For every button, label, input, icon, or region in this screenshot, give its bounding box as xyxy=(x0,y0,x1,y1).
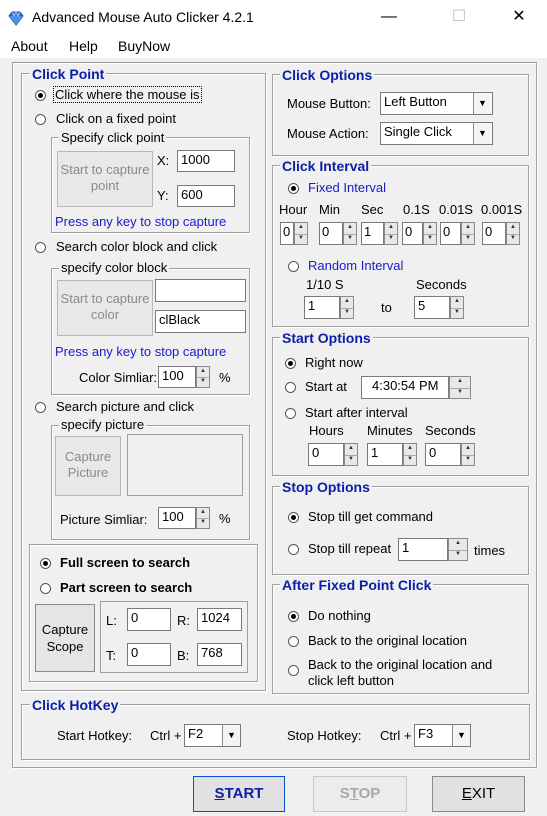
start-button-text: TART xyxy=(224,785,264,802)
radio-stop-command[interactable] xyxy=(288,512,299,523)
fixed-interval-label: Fixed Interval xyxy=(308,180,387,195)
start-seconds-input[interactable]: 0 xyxy=(425,443,461,466)
b-input[interactable]: 768 xyxy=(197,643,242,666)
menu-buynow[interactable]: BuyNow xyxy=(118,38,171,54)
mouse-button-select[interactable]: Left Button xyxy=(380,92,493,115)
random-to-input[interactable]: 5 xyxy=(414,296,450,319)
radio-click-fixed[interactable] xyxy=(35,114,46,125)
start-seconds-spinner[interactable]: ▲ ▼ xyxy=(461,443,475,466)
start-at-label: Start at xyxy=(305,379,347,394)
interval-sec-spinner[interactable]: ▲ ▼ xyxy=(384,222,398,245)
mouse-button-dropdown-icon[interactable]: ▼ xyxy=(473,93,491,114)
start-at-time-input[interactable]: 4:30:54 PM xyxy=(361,376,449,399)
specify-color-title: specify color block xyxy=(61,260,168,275)
back-click-label-line2: click left button xyxy=(308,673,394,688)
start-hours-input[interactable]: 0 xyxy=(308,443,344,466)
start-hours-label: Hours xyxy=(309,423,344,438)
r-label: R: xyxy=(177,613,190,628)
search-color-label: Search color block and click xyxy=(56,239,218,254)
start-at-time-spinner[interactable]: ▲ ▼ xyxy=(449,376,471,399)
radio-stop-repeat[interactable] xyxy=(288,544,299,555)
stop-button-prefix: S xyxy=(339,785,350,802)
menu-about[interactable]: About xyxy=(11,38,48,54)
start-seconds-label: Seconds xyxy=(425,423,476,438)
hotkey-title: Click HotKey xyxy=(32,697,119,713)
interval-header-hour: Hour xyxy=(279,202,308,217)
stop-command-label: Stop till get command xyxy=(308,509,434,524)
full-screen-label: Full screen to search xyxy=(60,555,191,570)
mouse-action-dropdown-icon[interactable]: ▼ xyxy=(473,123,491,144)
radio-click-mouse[interactable] xyxy=(35,90,46,101)
interval-thousandth-spinner[interactable]: ▲ ▼ xyxy=(506,222,520,245)
window-title: Advanced Mouse Auto Clicker 4.2.1 xyxy=(32,9,254,25)
mouse-button-label: Mouse Button: xyxy=(287,96,371,111)
radio-search-color[interactable] xyxy=(35,242,46,253)
l-input[interactable]: 0 xyxy=(127,608,171,631)
radio-search-picture[interactable] xyxy=(35,402,46,413)
x-label: X: xyxy=(157,153,170,168)
stop-repeat-label: Stop till repeat xyxy=(308,541,392,556)
radio-fixed-interval[interactable] xyxy=(288,183,299,194)
interval-hundredth-spinner[interactable]: ▲ ▼ xyxy=(461,222,475,245)
capture-scope-button[interactable]: Capture Scope xyxy=(35,604,95,672)
repeat-count-input[interactable]: 1 xyxy=(398,538,448,561)
click-interval-title: Click Interval xyxy=(282,158,370,174)
radio-start-at[interactable] xyxy=(285,382,296,393)
specify-picture-title: specify picture xyxy=(61,417,145,432)
interval-hour-input[interactable]: 0 xyxy=(280,222,294,245)
mouse-action-select[interactable]: Single Click xyxy=(380,122,493,145)
click-fixed-label: Click on a fixed point xyxy=(56,111,176,126)
random-seconds-label: Seconds xyxy=(416,277,467,292)
search-picture-label: Search picture and click xyxy=(56,399,195,414)
interval-header-thousandth: 0.001S xyxy=(481,202,523,217)
mouse-action-label: Mouse Action: xyxy=(287,126,369,141)
click-point-title: Click Point xyxy=(32,66,105,82)
stop-button-mnemonic: T xyxy=(349,785,359,802)
radio-back-original[interactable] xyxy=(288,636,299,647)
interval-hundredth-input[interactable]: 0 xyxy=(440,222,461,245)
back-original-label: Back to the original location xyxy=(308,633,467,648)
color-similar-label: Color Simliar: xyxy=(79,370,158,385)
random-interval-label: Random Interval xyxy=(308,258,404,273)
t-input[interactable]: 0 xyxy=(127,643,171,666)
exit-button[interactable] xyxy=(432,776,525,812)
start-minutes-label: Minutes xyxy=(367,423,413,438)
stop-options-group xyxy=(272,486,529,575)
start-hotkey-dropdown-icon[interactable]: ▼ xyxy=(222,725,240,746)
picture-similar-input[interactable]: 100 xyxy=(158,507,196,529)
interval-tenth-input[interactable]: 0 xyxy=(402,222,423,245)
do-nothing-label: Do nothing xyxy=(308,608,371,623)
part-screen-label: Part screen to search xyxy=(60,580,193,595)
click-mouse-label: Click where the mouse is xyxy=(55,87,200,102)
interval-thousandth-input[interactable]: 0 xyxy=(482,222,506,245)
picture-similar-label: Picture Simliar: xyxy=(60,512,148,527)
interval-header-hundredth: 0.01S xyxy=(439,202,473,217)
picture-similar-spinner[interactable]: ▲ ▼ xyxy=(196,507,210,529)
back-click-label-line1: Back to the original location and xyxy=(308,657,493,672)
radio-random-interval[interactable] xyxy=(288,261,299,272)
start-hotkey-label: Start Hotkey: xyxy=(57,728,133,743)
capture-picture-button[interactable]: Capture Picture xyxy=(55,436,121,496)
click-options-title: Click Options xyxy=(282,67,373,83)
interval-tenth-spinner[interactable]: ▲ ▼ xyxy=(423,222,437,245)
start-minutes-input[interactable]: 1 xyxy=(367,443,403,466)
app-diamond-icon xyxy=(8,10,24,26)
interval-header-min: Min xyxy=(319,202,340,217)
l-label: L: xyxy=(106,613,117,628)
specify-click-point-title: Specify click point xyxy=(61,130,165,145)
start-capture-point-button[interactable]: Start to capture point xyxy=(57,151,153,207)
radio-start-after[interactable] xyxy=(285,408,296,419)
color-similar-spinner[interactable]: ▲ ▼ xyxy=(196,366,210,388)
radio-part-screen[interactable] xyxy=(40,583,51,594)
y-label: Y: xyxy=(157,188,169,203)
random-to-spinner[interactable]: ▲ ▼ xyxy=(450,296,464,319)
start-hotkey-mod: Ctrl + xyxy=(150,728,182,743)
interval-hour-spinner[interactable]: ▲ ▼ xyxy=(294,222,308,245)
r-input[interactable]: 1024 xyxy=(197,608,242,631)
y-input[interactable]: 600 xyxy=(177,185,235,207)
color-similar-percent: % xyxy=(219,370,231,385)
picture-preview-box xyxy=(127,434,243,496)
random-from-spinner[interactable]: ▲ ▼ xyxy=(340,296,354,319)
start-options-title: Start Options xyxy=(282,330,371,346)
color-name-field[interactable]: clBlack xyxy=(155,310,246,333)
menu-help[interactable]: Help xyxy=(69,38,98,54)
interval-min-input[interactable]: 0 xyxy=(319,222,343,245)
start-minutes-spinner[interactable]: ▲ ▼ xyxy=(403,443,417,466)
random-from-input[interactable]: 1 xyxy=(304,296,340,319)
radio-right-now[interactable] xyxy=(285,358,296,369)
repeat-count-spinner[interactable]: ▲ ▼ xyxy=(448,538,468,561)
tenth-second-label: 1/10 S xyxy=(306,277,344,292)
stop-hotkey-dropdown-icon[interactable]: ▼ xyxy=(452,725,470,746)
start-button[interactable] xyxy=(193,776,285,812)
minimize-button[interactable]: — xyxy=(381,8,397,25)
interval-header-tenth: 0.1S xyxy=(403,202,430,217)
picture-similar-percent: % xyxy=(219,511,231,526)
stop-hotkey-label: Stop Hotkey: xyxy=(287,728,362,743)
exit-button-mnemonic: E xyxy=(461,785,472,802)
start-capture-color-button[interactable]: Start to capture color xyxy=(57,280,153,336)
stop-hotkey-mod: Ctrl + xyxy=(380,728,412,743)
start-hours-spinner[interactable]: ▲ ▼ xyxy=(344,443,358,466)
random-to-label: to xyxy=(381,300,392,315)
after-fixed-title: After Fixed Point Click xyxy=(282,577,432,593)
interval-sec-input[interactable]: 1 xyxy=(361,222,384,245)
radio-full-screen[interactable] xyxy=(40,558,51,569)
x-input[interactable]: 1000 xyxy=(177,150,235,172)
b-label: B: xyxy=(177,648,190,663)
stop-hotkey-select[interactable]: F3 xyxy=(414,724,471,747)
start-button-mnemonic: S xyxy=(214,785,225,802)
radio-do-nothing[interactable] xyxy=(288,611,299,622)
stop-options-title: Stop Options xyxy=(282,479,370,495)
radio-back-click[interactable] xyxy=(288,665,299,676)
t-label: T: xyxy=(106,648,117,663)
maximize-button[interactable]: ☐ xyxy=(451,8,467,25)
exit-button-text: XIT xyxy=(471,785,496,802)
press-key-stop-2: Press any key to stop capture xyxy=(55,344,227,359)
stop-button[interactable] xyxy=(313,776,407,812)
times-label: times xyxy=(474,543,506,558)
right-now-label: Right now xyxy=(305,355,363,370)
interval-header-sec: Sec xyxy=(361,202,384,217)
close-button[interactable]: ✕ xyxy=(512,8,526,25)
press-key-stop-1: Press any key to stop capture xyxy=(55,214,227,229)
color-preview-box xyxy=(155,279,246,302)
start-hotkey-select[interactable]: F2 xyxy=(184,724,241,747)
color-similar-input[interactable]: 100 xyxy=(158,366,196,388)
start-after-label: Start after interval xyxy=(305,405,408,420)
stop-button-text: OP xyxy=(358,785,381,802)
interval-min-spinner[interactable]: ▲ ▼ xyxy=(343,222,357,245)
